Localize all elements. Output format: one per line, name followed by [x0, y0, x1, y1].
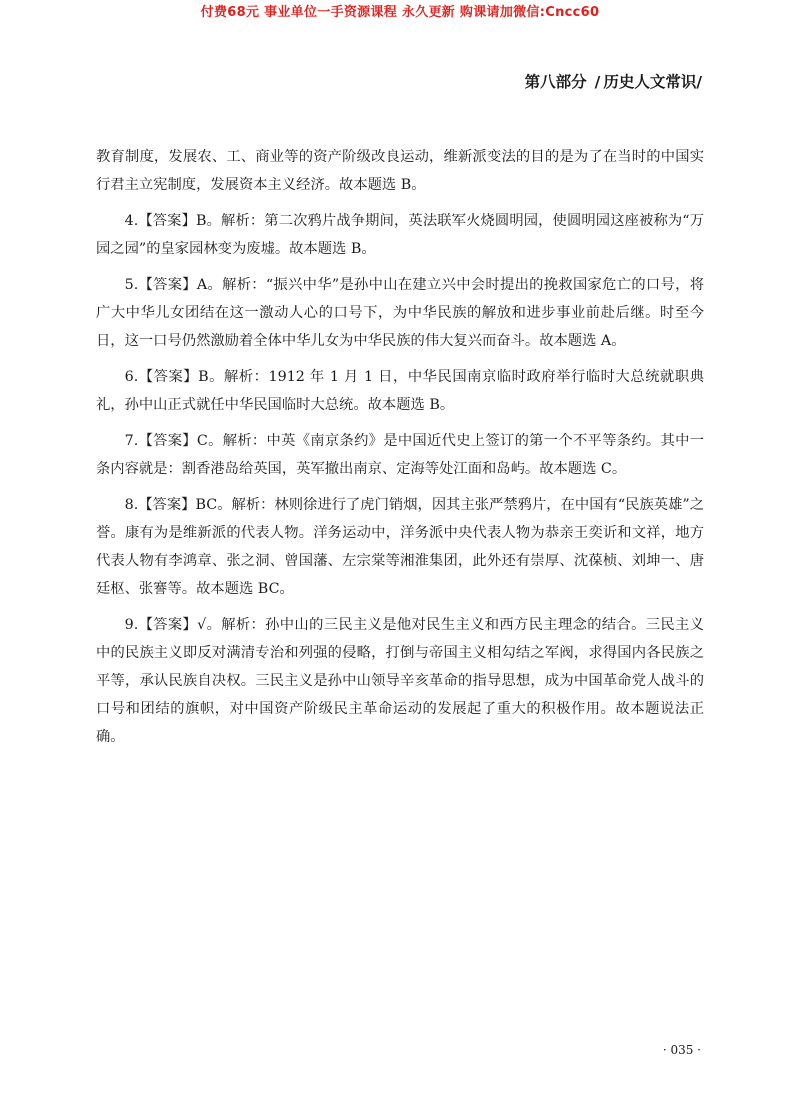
answer-explanations — [96, 143, 704, 759]
answer-7: 7.【答案】C。解析：中英《南京条约》是中国近代史上签订的第一个不平等条约。其中一条内容就是：割香港岛给英国，英军撤出南京、定海等处江面和岛屿。故本题选 C。 — [96, 433, 704, 477]
paragraph-continuation: 教育制度，发展农、工、商业等的资产阶级改良运动，维新派变法的目的是为了在当时的中国实行君主立宪制度，发展资本主义经济。故本题选 B。 — [96, 149, 704, 193]
page-header — [525, 70, 702, 92]
answer-6: 6.【答案】B。解析：1912 年 1 月 1 日，中华民国南京临时政府举行临时大总统就职典礼，孙中山正式就任中华民国临时大总统。故本题选 B。 — [96, 369, 704, 413]
answer-9: 9.【答案】√。解析：孙中山的三民主义是他对民生主义和西方民主理念的结合。三民主义中的民族主义即反对满清专治和列强的侵略，打倒与帝国主义相勾结之军阀，求得国内各民族之平等，承认民族自决权。三民主义是孙中山领导辛亥革命的指导思想，成为中国革命党人战斗的口号和团结的旗帜，对中国资产阶级民主革命运动的发展起了重大的积极作用。故本题说法正确。 — [96, 617, 704, 745]
header-separator: / — [696, 73, 702, 91]
header-separator: / — [594, 73, 601, 91]
answer-8: 8.【答案】BC。解析：林则徐进行了虎门销烟，因其主张严禁鸦片，在中国有“民族英雄”之誉。康有为是维新派的代表人物。洋务运动中，洋务派中央代表人物为恭亲王奕䜣和文祥，地方代表人物有李鸿章、张之洞、曾国藩、左宗棠等湘淮集团，此外还有崇厚、沈葆桢、刘坤一、唐廷枢、张謇等。故本题选 BC。 — [96, 497, 704, 597]
header-title: 历史人文常识 — [603, 73, 697, 91]
header-part: 第八部分 — [524, 73, 587, 91]
promo-banner: 付费68元 事业单位一手资源课程 永久更新 购课请加微信:Cncc60 — [200, 5, 600, 20]
answer-5: 5.【答案】A。解析：“振兴中华”是孙中山在建立兴中会时提出的挽救国家危亡的口号，将广大中华儿女团结在这一激动人心的口号下，为中华民族的解放和进步事业前赴后继。时至今日，这一口号仍然激励着全体中华儿女为中华民族的伟大复兴而奋斗。故本题选 A。 — [96, 277, 704, 349]
answer-4: 4.【答案】B。解析：第二次鸦片战争期间，英法联军火烧圆明园，使圆明园这座被称为“万园之园”的皇家园林变为废墟。故本题选 B。 — [96, 213, 704, 257]
page-number: · 035 · — [662, 1043, 701, 1057]
